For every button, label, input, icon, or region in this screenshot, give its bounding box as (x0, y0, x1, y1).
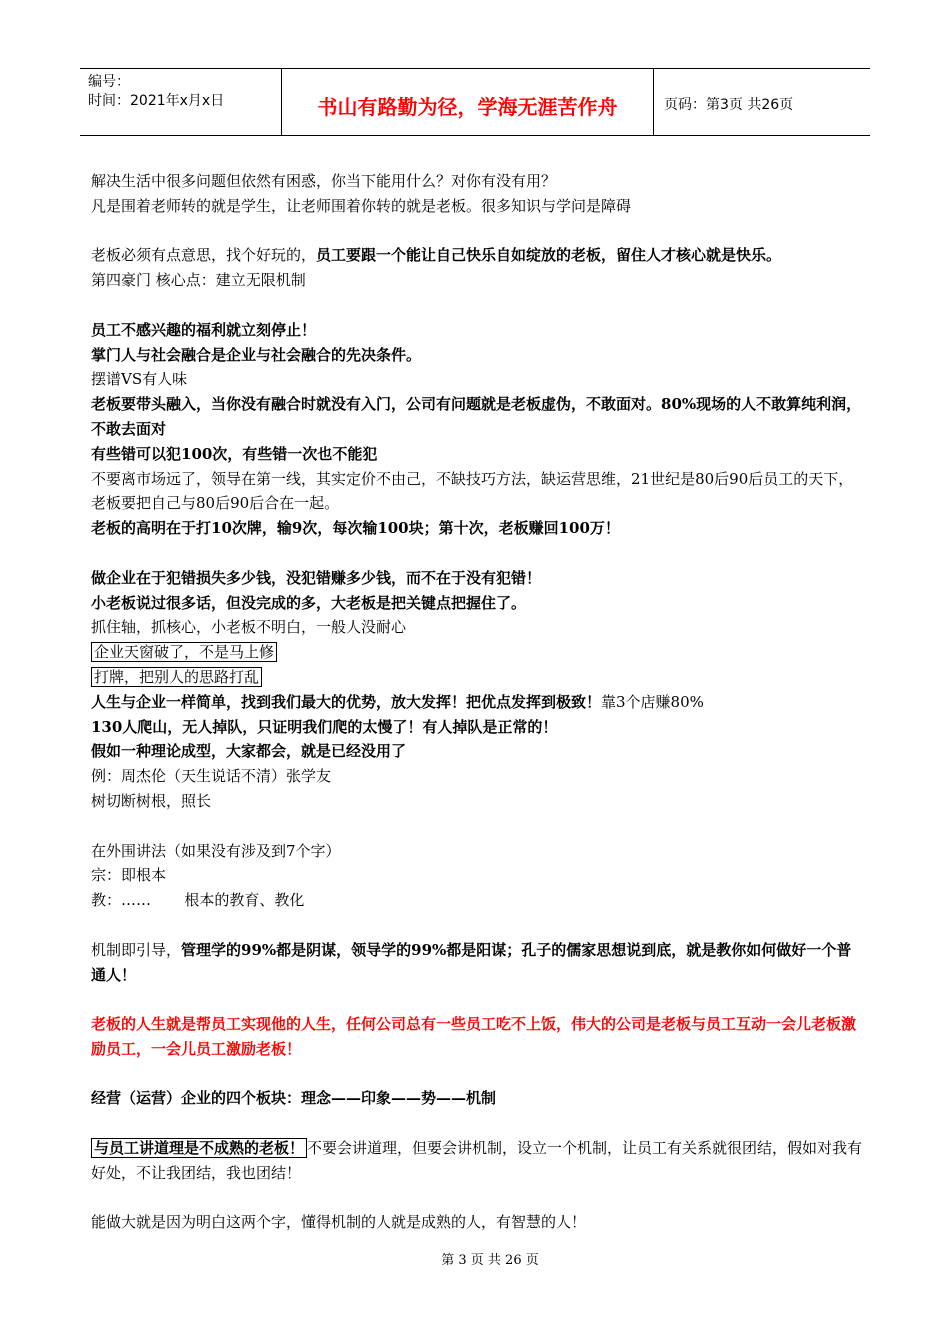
bold-line: 老板的高明在于打10次牌，输9次，每次输100块；第十次，老板赚回100万！ (91, 519, 620, 538)
paragraph-line: 教：…… 根本的教育、教化 (91, 891, 305, 910)
bold-text: 人生与企业一样简单，找到我们最大的优势，放大发挥！把优点发挥到极致！ (91, 692, 602, 711)
boxed-bold-text: 与员工讲道理是不成熟的老板！ (91, 1138, 307, 1158)
highlight-paragraph: 老板的人生就是帮员工实现他的人生，任何公司总有一些员工吃不上饭，伟大的公司是老板与员工互动一会儿老板激励员工，一会儿员工激励老板！ (91, 1015, 857, 1058)
paragraph-line: 凡是围着老师转的就是学生，让老师围着你转的就是老板。很多知识与学问是障碍 (91, 196, 632, 215)
paragraph-line: 在外围讲法（如果没有涉及到7个字） (91, 841, 341, 860)
paragraph-line: 解决生活中很多问题但依然有困惑，你当下能用什么？对你有没有用？ (91, 172, 557, 190)
bold-line: 130人爬山，无人掉队，只证明我们爬的太慢了！有人掉队是正常的！ (91, 717, 558, 736)
paragraph-line (91, 690, 866, 715)
paragraph-line: 树切断树根，照长 (91, 791, 212, 810)
page-footer: 第 3 页 共 26 页 (441, 1253, 539, 1268)
bold-line: 做企业在于犯错损失多少钱，没犯错赚多少钱，而不在于没有犯错！ (91, 568, 542, 587)
bold-line: 有些错可以犯100次，有些错一次也不能犯 (91, 444, 378, 463)
bold-paragraph: 老板要带头融入，当你没有融合时就没有入门，公司有问题就是老板虚伪，不敢面对。80%现场的人不敢算纯利润，不敢去面对 (91, 395, 862, 438)
header-meta (80, 69, 282, 135)
text-span: 老板必须有点意思，找个好玩的， (91, 246, 317, 265)
paragraph (91, 1136, 866, 1186)
paragraph: 不要离市场远了，领导在第一线，其实定价不由己，不缺技巧方法，缺运营思维，21世纪是80后90后员工的天下，老板要把自己与80后90后合在一起。 (91, 469, 854, 513)
header-page: 页码：第3页 共26页 (664, 97, 794, 113)
paragraph-line: 摆谱VS有人味 (91, 370, 188, 389)
header-number: 编号： (88, 74, 130, 90)
bold-line: 员工不感兴趣的福利就立刻停止！ (91, 320, 317, 339)
bold-line: 小老板说过很多话，但没完成的多，大老板是把关键点把握住了。 (91, 593, 527, 612)
bold-text: 管理学的99%都是阴谋，领导学的99%都是阳谋；孔子的儒家思想说到底，就是教你如何做好一个普通人！ (91, 940, 852, 984)
bold-line: 掌门人与社会融合是企业与社会融合的先决条件。 (91, 345, 422, 364)
section-heading: 第四豪门 核心点：建立无限机制 (91, 271, 306, 290)
boxed-text: 企业天窗破了，不是马上修 (91, 642, 277, 662)
bold-text: 员工要跟一个能让自己快乐自如绽放的老板，留住人才核心就是快乐。 (316, 246, 782, 265)
text-span: 机制即引导， (91, 940, 182, 959)
paragraph-line: 能做大就是因为明白这两个字，懂得机制的人就是成熟的人，有智慧的人！ (91, 1213, 587, 1232)
paragraph-line: 抓住轴，抓核心，小老板不明白，一般人没耐心 (91, 618, 407, 637)
paragraph (91, 938, 866, 988)
bold-line: 经营（运营）企业的四个板块：理念——印象——势——机制 (91, 1089, 497, 1108)
paragraph-line (91, 243, 866, 268)
text-span: 靠3个店赚80% (601, 692, 704, 711)
paragraph-line: 宗：即根本 (91, 866, 167, 885)
document-body (91, 169, 866, 1235)
bold-line: 假如一种理论成型，大家都会，就是已经没用了 (91, 742, 407, 761)
boxed-line (91, 665, 866, 690)
document-header (80, 68, 870, 136)
paragraph-line: 例：周杰伦（天生说话不清）张学友 (91, 767, 332, 786)
boxed-text: 打牌，把别人的思路打乱 (91, 667, 262, 687)
boxed-line (91, 640, 866, 665)
header-motto: 书山有路勤为径，学海无涯苦作舟 (282, 69, 654, 135)
text-span: 不要会讲道理，但要会讲机制，设立一个机制，让员工有关系就很团结，假如对我有好处，不让我团结，我也团结！ (91, 1139, 863, 1182)
header-date: 时间：2021年x月x日 (88, 93, 225, 109)
